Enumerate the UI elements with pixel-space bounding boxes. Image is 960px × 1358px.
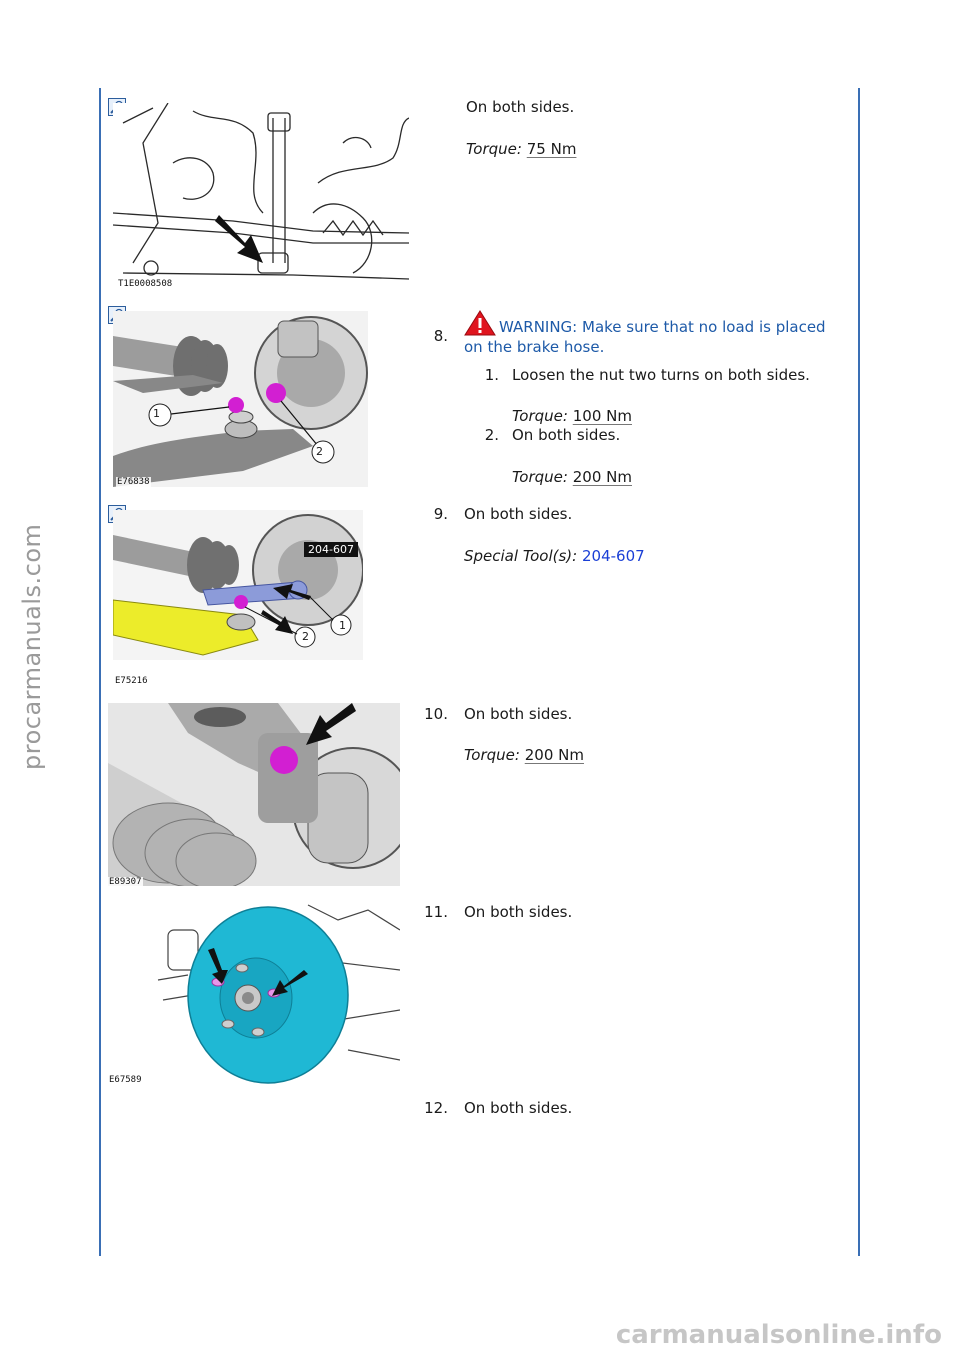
- figure-code: E75216: [115, 676, 148, 686]
- substep-text: On both sides.: [512, 426, 621, 444]
- step-number: 9.: [433, 505, 448, 523]
- footer-watermark: carmanualsonline.info: [615, 1320, 942, 1350]
- torque-spec: [512, 468, 632, 486]
- right-border-rule: [858, 88, 860, 1256]
- figure-special-tool: [113, 510, 363, 660]
- callout-label: 1: [153, 407, 160, 420]
- step-text: On both sides.: [464, 1099, 573, 1117]
- warning-block: [464, 310, 844, 357]
- torque-label: Torque:: [512, 407, 568, 425]
- substep-text: Loosen the nut two turns on both sides.: [512, 366, 810, 384]
- figure-code: E67589: [109, 1075, 142, 1085]
- figure-brake-disc: [108, 900, 400, 1085]
- torque-value: 200 Nm: [524, 746, 584, 764]
- figure-ball-joint: [113, 311, 368, 487]
- step-number: 11.: [424, 903, 448, 921]
- highlight-nut: [266, 383, 286, 403]
- figure-stabilizer-link: [113, 103, 409, 291]
- figure-code: E89307: [109, 877, 142, 887]
- step-number: 10.: [424, 705, 448, 723]
- torque-label: Torque:: [512, 468, 568, 486]
- callout-label: 1: [339, 619, 346, 632]
- torque-value: 200 Nm: [572, 468, 632, 486]
- special-tool-spec: [464, 547, 645, 565]
- step-text: On both sides.: [464, 505, 573, 523]
- warning-text: WARNING: Make sure that no load is placed on the brake hose.: [464, 318, 826, 356]
- callout-label: 2: [316, 445, 323, 458]
- substep-number: 2.: [484, 426, 499, 444]
- torque-spec: [512, 407, 632, 425]
- figure-knuckle-nut: [108, 703, 400, 886]
- side-watermark: procarmanuals.com: [18, 523, 46, 770]
- substep-number: 1.: [484, 366, 499, 384]
- step-text: On both sides.: [464, 903, 573, 921]
- callout-label: 2: [302, 630, 309, 643]
- step-number: 12.: [424, 1099, 448, 1117]
- step-text: On both sides.: [464, 705, 573, 723]
- tool-link[interactable]: 204-607: [582, 547, 645, 565]
- torque-label: Torque:: [466, 140, 522, 158]
- step-text: On both sides.: [466, 98, 575, 116]
- torque-label: Torque:: [464, 746, 520, 764]
- highlight-nut: [228, 397, 244, 413]
- tool-tag: 204-607: [304, 542, 358, 557]
- figure-code: T1E0008508: [118, 279, 173, 289]
- figure-code: E76838: [117, 477, 150, 487]
- left-border-rule: [99, 88, 101, 1256]
- torque-value: 75 Nm: [526, 140, 577, 158]
- warning-icon: [464, 310, 496, 336]
- step-number: 8.: [433, 327, 448, 345]
- highlight-nut: [270, 746, 298, 774]
- tool-label: Special Tool(s):: [464, 547, 578, 565]
- torque-value: 100 Nm: [572, 407, 632, 425]
- torque-spec: [464, 746, 584, 764]
- torque-spec: [466, 140, 576, 158]
